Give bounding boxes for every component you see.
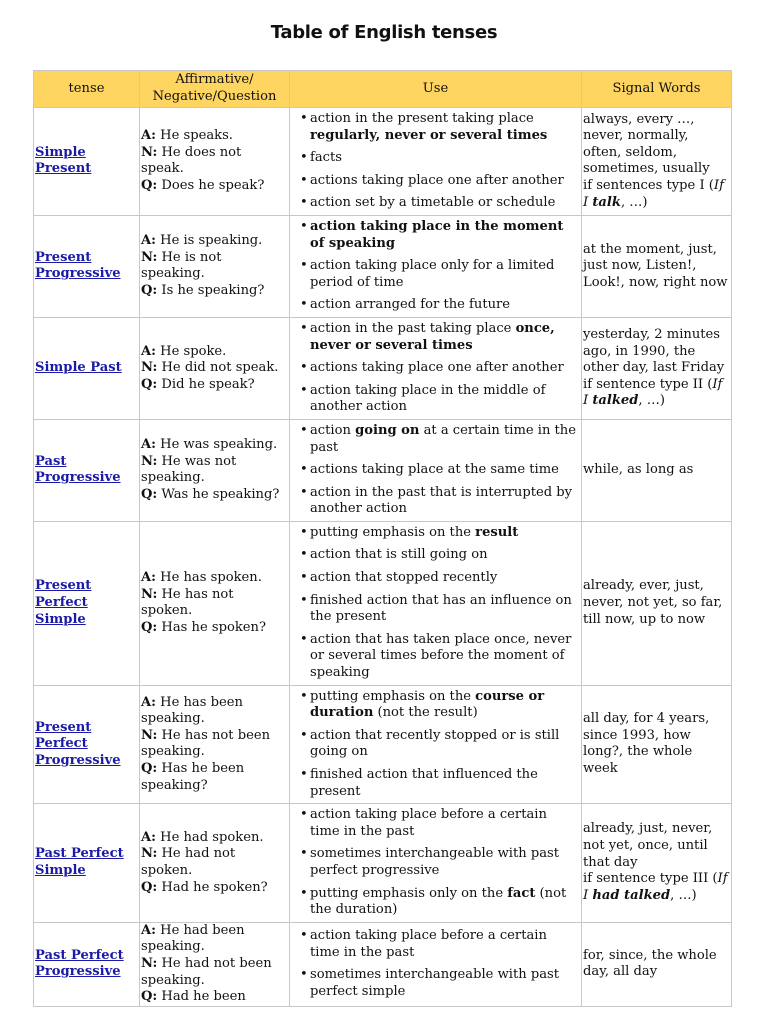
signal-cell [582, 419, 732, 521]
use-text: action arranged for the future [310, 297, 511, 313]
form-text: He is speaking. [156, 233, 263, 249]
use-text: action that recently stopped or is still going on [310, 727, 560, 760]
page-title: Table of English tenses [270, 22, 498, 43]
cond-example: If I [583, 871, 728, 903]
tense-link[interactable]: Past Perfect Progressive [35, 947, 124, 980]
use-cell [290, 419, 582, 521]
use-item [310, 170, 578, 193]
forms-cell [140, 685, 290, 804]
cond-verb [592, 195, 621, 210]
tense-link[interactable]: Simple Past [35, 360, 122, 376]
use-list [300, 216, 578, 317]
tense-cell [34, 922, 140, 1006]
use-text: sometimes interchangeable with past perfect simple [310, 967, 559, 999]
forms-cell [140, 922, 290, 1006]
forms-cell [140, 804, 290, 923]
signal-words: at the moment, just, just now, Listen!, Look!, now, right now [583, 241, 728, 290]
use-item [310, 357, 578, 380]
form-prefix: Q: [141, 989, 158, 1005]
use-list [300, 804, 578, 922]
form-text: He did not speak. [157, 360, 279, 376]
form-prefix: A: [141, 343, 156, 359]
signal-conditional [583, 377, 728, 410]
form-text: Has he been speaking? [141, 761, 245, 793]
use-text: action in the present taking place [310, 111, 534, 126]
use-item [310, 459, 578, 482]
form-prefix: A: [141, 570, 156, 586]
use-list [300, 522, 578, 685]
form-line [141, 695, 288, 728]
use-text: action taking place only for a limited period of time [310, 258, 555, 290]
cond-prefix: if sentence type III ( [583, 871, 718, 887]
tense-cell [34, 685, 140, 804]
table-row [34, 419, 732, 521]
use-item [310, 764, 578, 803]
use-cell [290, 922, 582, 1006]
cond-prefix: if sentences type I ( [583, 178, 714, 194]
forms-cell [140, 419, 290, 521]
table-row [34, 108, 732, 216]
use-emphasis: going on [355, 422, 420, 438]
tense-link[interactable]: Past Perfect Simple [35, 846, 124, 878]
form-prefix: A: [141, 233, 156, 249]
use-text: actions taking place one after another [310, 360, 564, 376]
form-text: Is he speaking? [157, 283, 265, 299]
use-item [310, 843, 578, 882]
table-row [34, 215, 732, 317]
tense-link[interactable]: Present Progressive [35, 249, 121, 282]
use-list [300, 925, 578, 1003]
form-text: Had he spoken? [157, 879, 268, 895]
form-text: He had not spoken. [141, 846, 236, 878]
use-cell [290, 215, 582, 317]
signal-words: already, just, never, not yet, once, until that day [583, 821, 713, 870]
use-text-tail: at a certain time in the past [310, 422, 576, 455]
form-prefix: Q: [141, 619, 158, 635]
form-line [141, 360, 288, 377]
cond-verb [592, 393, 638, 408]
use-list [300, 108, 578, 215]
signal-conditional [583, 178, 728, 211]
form-text: Does he speak? [157, 178, 265, 194]
signal-words: always, every …, never, normally, often, seldom, sometimes, usually [583, 111, 710, 177]
form-prefix: Q: [141, 178, 158, 194]
form-prefix: N: [141, 453, 158, 469]
form-line [141, 233, 288, 250]
form-prefix: A: [141, 128, 156, 144]
header-use: Use [290, 71, 582, 108]
use-text: facts [310, 150, 342, 166]
form-text: He had not been speaking. [141, 955, 272, 988]
use-item [310, 318, 578, 357]
use-text: finished action that influenced the present [310, 767, 538, 799]
form-text: He has not spoken. [141, 586, 234, 619]
form-prefix: Q: [141, 283, 158, 299]
tense-link[interactable]: Simple Present [35, 144, 92, 177]
form-text: Had he been [157, 989, 246, 1005]
use-item [310, 255, 578, 294]
use-text: putting emphasis only on the [310, 885, 508, 901]
form-prefix: N: [141, 727, 158, 743]
form-text: He speaks. [156, 128, 233, 144]
form-line [141, 570, 288, 587]
tense-cell [34, 521, 140, 685]
tense-cell [34, 108, 140, 216]
form-text: Was he speaking? [157, 486, 280, 502]
form-line [141, 145, 288, 178]
form-line [141, 620, 288, 637]
use-text: action [310, 422, 356, 438]
form-text: He has spoken. [156, 570, 262, 586]
tenses-table [33, 70, 732, 1007]
use-text: actions taking place at the same time [310, 462, 559, 478]
form-prefix: N: [141, 249, 158, 265]
use-cell [290, 521, 582, 685]
form-prefix: Q: [141, 879, 158, 895]
tense-link[interactable]: Past Progressive [35, 453, 121, 486]
use-item [310, 544, 578, 567]
form-text: He was not speaking. [141, 453, 237, 486]
form-text: He does not speak. [141, 144, 242, 177]
form-prefix: A: [141, 694, 156, 710]
forms-cell [140, 521, 290, 685]
use-text: action in the past that is interrupted by another action [310, 484, 573, 517]
form-prefix: Q: [141, 486, 158, 502]
tense-cell [34, 317, 140, 419]
use-text-tail: (not the result) [373, 705, 478, 721]
use-list [300, 686, 578, 804]
form-line [141, 989, 288, 1006]
form-prefix: N: [141, 586, 158, 602]
cond-suffix: , …) [620, 194, 648, 210]
use-item [310, 725, 578, 764]
use-cell [290, 685, 582, 804]
form-text: He was speaking. [156, 437, 278, 453]
form-line [141, 344, 288, 361]
signal-words: for, since, the whole day, all day [583, 947, 717, 980]
form-text: Has he spoken? [157, 619, 266, 635]
forms-cell [140, 215, 290, 317]
form-text: He has not been speaking. [141, 727, 271, 760]
use-item [310, 883, 578, 922]
tense-link[interactable]: Present Perfect Simple [35, 578, 92, 627]
use-emphasis: fact [507, 885, 536, 901]
signal-cell [582, 804, 732, 923]
form-text: He spoke. [156, 343, 227, 359]
header-signal: Signal Words [582, 71, 732, 108]
form-line [141, 830, 288, 847]
forms-cell [140, 317, 290, 419]
forms-cell [140, 108, 290, 216]
form-line [141, 128, 288, 145]
form-line [141, 454, 288, 487]
use-item [310, 964, 578, 1003]
use-emphasis: action taking place in the moment of speaking [310, 218, 564, 251]
cond-suffix: , …) [670, 887, 697, 903]
signal-cell [582, 685, 732, 804]
form-line [141, 728, 288, 761]
table-row [34, 317, 732, 419]
use-item [310, 192, 578, 215]
use-text: finished action that has an influence on the present [310, 592, 572, 625]
form-prefix: N: [141, 955, 158, 971]
form-text: He is not speaking. [141, 249, 222, 282]
signal-cell [582, 922, 732, 1006]
signal-cell [582, 317, 732, 419]
use-item [310, 804, 578, 843]
use-emphasis: course or duration [310, 688, 545, 721]
use-text: action taking place before a certain time in the past [310, 928, 547, 960]
signal-words: while, as long as [583, 462, 694, 478]
signal-cell [582, 215, 732, 317]
use-item [310, 147, 578, 170]
cond-example: If I [583, 178, 724, 210]
use-item [310, 108, 578, 147]
use-cell [290, 108, 582, 216]
form-prefix: N: [141, 360, 158, 376]
use-text-tail: (not the duration) [310, 885, 567, 918]
form-line [141, 487, 288, 504]
form-text: He had spoken. [156, 829, 264, 845]
form-prefix: N: [141, 846, 158, 862]
table-row [34, 685, 732, 804]
form-text: He had been speaking. [141, 922, 245, 955]
use-item [310, 567, 578, 590]
use-item [310, 629, 578, 685]
form-prefix: A: [141, 437, 156, 453]
tense-link[interactable]: Present Perfect Progressive [35, 719, 121, 768]
use-item [310, 686, 578, 725]
use-emphasis: regularly, never or several times [310, 127, 548, 143]
cond-suffix: , …) [638, 393, 665, 409]
signal-conditional [583, 871, 728, 904]
use-text: action set by a timetable or schedule [310, 195, 556, 211]
use-list [300, 318, 578, 419]
use-item [310, 380, 578, 419]
form-line [141, 178, 288, 195]
use-text: action in the past taking place [310, 320, 516, 336]
form-line [141, 377, 288, 394]
use-text: putting emphasis on the [310, 688, 476, 704]
use-text: action that is still going on [310, 547, 488, 563]
signal-words: all day, for 4 years, since 1993, how long?, the whole week [583, 711, 710, 776]
signal-cell [582, 108, 732, 216]
use-text: sometimes interchangeable with past perfect progressive [310, 846, 559, 878]
header-forms: Affirmative/ Negative/Question [140, 71, 290, 108]
use-text: actions taking place one after another [310, 172, 564, 188]
form-text: He has been speaking. [141, 694, 243, 727]
form-line [141, 880, 288, 897]
use-emphasis: result [475, 524, 519, 540]
use-item [310, 590, 578, 629]
table-row [34, 804, 732, 923]
form-prefix: A: [141, 922, 156, 938]
use-text: action taking place before a certain time in the past [310, 807, 547, 839]
form-line [141, 923, 288, 956]
use-list [300, 420, 578, 521]
use-text: action taking place in the middle of another action [310, 382, 546, 415]
use-item [310, 216, 578, 255]
form-line [141, 437, 288, 454]
use-cell [290, 317, 582, 419]
use-item [310, 925, 578, 964]
cond-verb-bold: talk [592, 194, 621, 210]
form-line [141, 956, 288, 989]
tense-cell [34, 804, 140, 923]
use-item [310, 482, 578, 521]
form-line [141, 250, 288, 283]
cond-prefix: if sentence type II ( [583, 376, 713, 392]
form-prefix: N: [141, 144, 158, 160]
use-item [310, 420, 578, 459]
use-item [310, 294, 578, 317]
use-text: action that has taken place once, never or several times before the moment of speaking [310, 631, 572, 681]
form-line [141, 283, 288, 300]
table-row [34, 922, 732, 1006]
cond-verb [592, 888, 670, 903]
form-prefix: A: [141, 829, 156, 845]
tense-cell [34, 419, 140, 521]
form-prefix: Q: [141, 761, 158, 776]
signal-cell [582, 521, 732, 685]
header-row [34, 71, 732, 108]
table-row [34, 521, 732, 685]
cond-example: If I [583, 376, 723, 409]
use-emphasis: once, never or several times [310, 320, 555, 353]
use-item [310, 522, 578, 545]
signal-words: yesterday, 2 minutes ago, in 1990, the other day, last Friday [583, 326, 725, 376]
cond-verb-bold: talked [592, 393, 639, 409]
form-line [141, 587, 288, 620]
use-cell [290, 804, 582, 923]
cond-verb-bold: had talked [592, 887, 671, 903]
use-text: putting emphasis on the [310, 524, 476, 540]
form-prefix: Q: [141, 376, 158, 392]
signal-words: already, ever, just, never, not yet, so far, till now, up to now [583, 578, 723, 627]
form-text: Did he speak? [157, 376, 255, 392]
use-text: action that stopped recently [310, 570, 498, 586]
form-line [141, 846, 288, 879]
form-line [141, 761, 288, 794]
header-tense: tense [34, 71, 140, 108]
tense-cell [34, 215, 140, 317]
